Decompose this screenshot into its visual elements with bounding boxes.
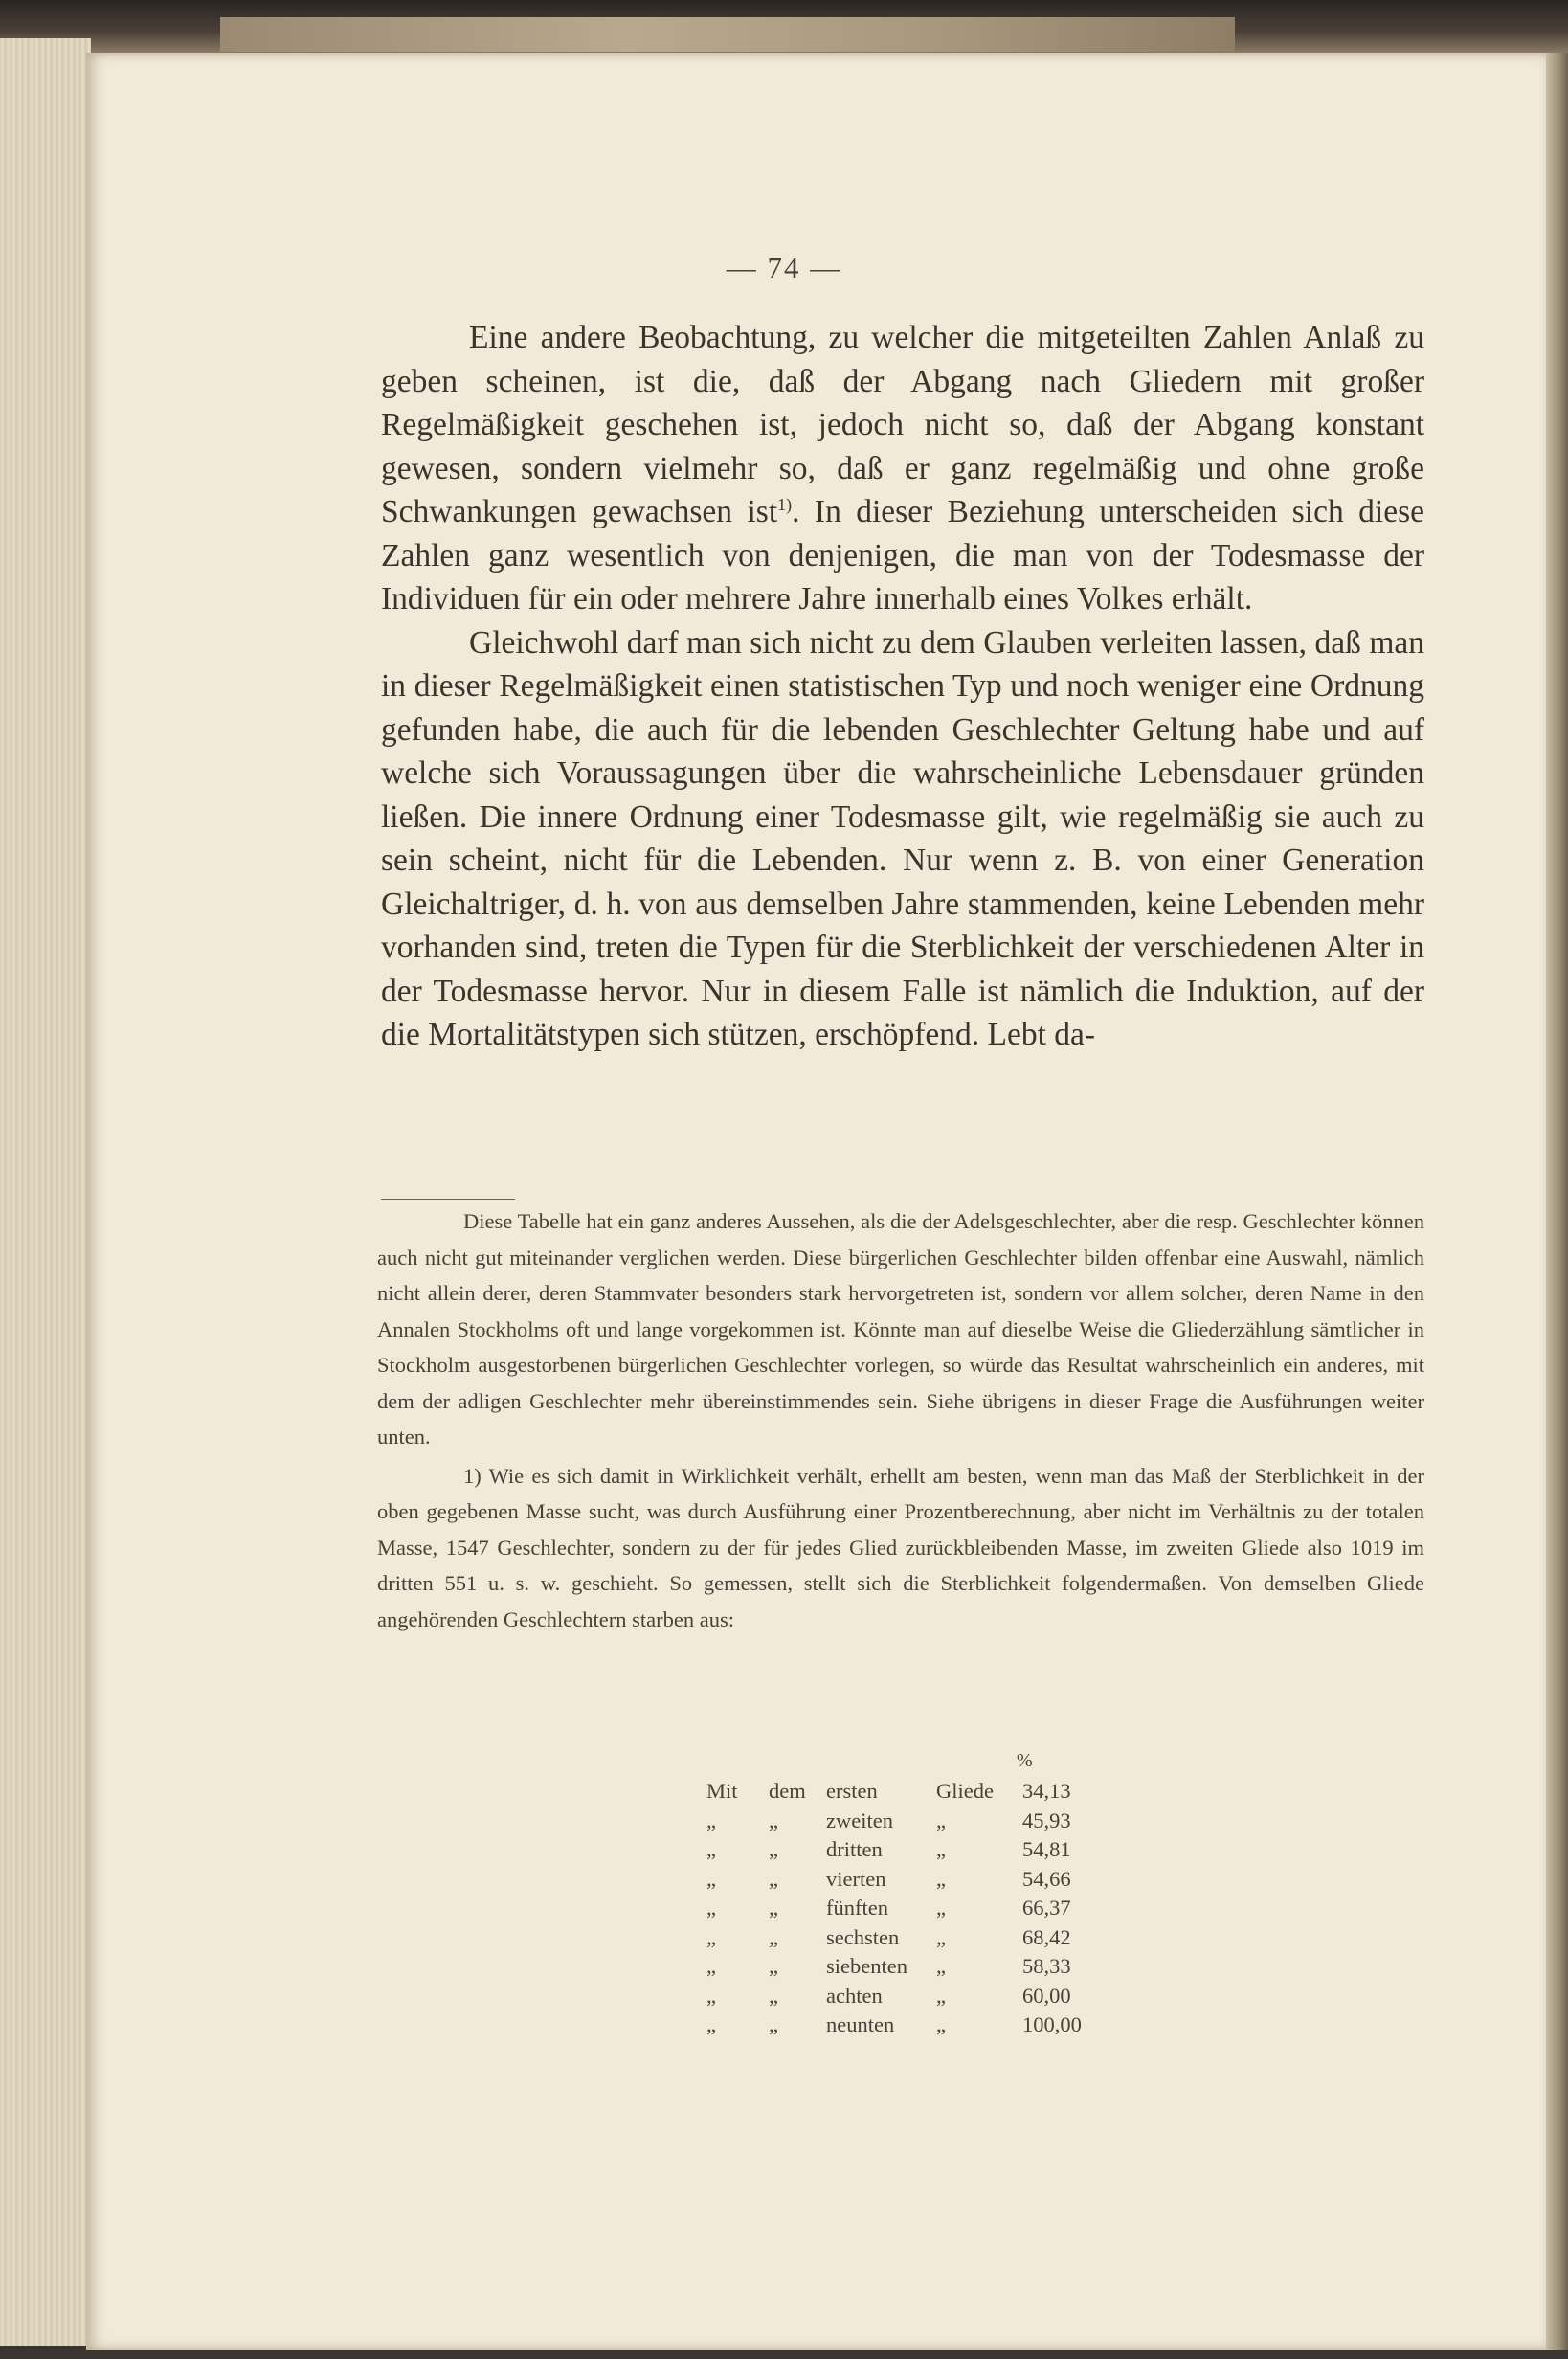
table-cell: achten bbox=[826, 1983, 883, 2008]
percent-unit: % bbox=[1017, 1750, 1033, 1771]
paragraph-1-tail: . In dieser Beziehung unterscheiden sich diese Zahlen ganz wesentlich von denjenigen, die man von der Todesmasse der Individuen für ein oder mehrere Jahre innerhalb eines Volkes erhält. bbox=[381, 494, 1424, 617]
paragraph-1-text: Eine andere Beobachtung, zu welcher die mitgeteilten Zahlen Anlaß zu geben scheinen, ist die, daß der Abgang nach Gliedern mit großer Regelmäßigkeit geschehen ist, jedoch nicht so, daß der Abgang konstant gewesen, sondern vielmehr so, daß er ganz regelmäßig und ohne große Schwankungen gewachsen ist bbox=[381, 320, 1424, 529]
table-cell: „ bbox=[936, 1866, 946, 1891]
mortality-table bbox=[706, 1779, 1089, 2042]
table-row bbox=[706, 1925, 1089, 1955]
table-cell: „ bbox=[769, 1954, 778, 1978]
table-cell: dritten bbox=[826, 1837, 883, 1861]
table-cell-value: 54,66 bbox=[1022, 1866, 1071, 1891]
table-cell-value: 34,13 bbox=[1022, 1779, 1071, 1803]
note-continued: Diese Tabelle hat ein ganz anderes Aussehen, als die der Adelsgeschlechter, aber die resp. Geschlechter können auch nicht gut miteinander verglichen werden. Diese bürgerlichen Geschlechter bilden offenbar eine Auswahl, nämlich nicht allein derer, deren Stammvater besonders stark hervorgetreten ist, sondern vor allem solcher, deren Name in den Annalen Stockholms oft und lange vorgekommen ist. Könnte man auf dieselbe Weise die Gliederzählung sämtlicher in Stockholm ausgestorbenen bürgerlichen Geschlechter vorlegen, so würde das Resultat wahrscheinlich ein anderes, mit dem der adligen Geschlechter mehr übereinstimmendes sein. Siehe übrigens in dieser Frage die Ausführungen weiter unten. bbox=[377, 1209, 1424, 1449]
table-cell-value: 66,37 bbox=[1022, 1896, 1071, 1920]
table-cell: „ bbox=[769, 1896, 778, 1920]
table-cell: Gliede bbox=[936, 1779, 994, 1803]
table-cell: „ bbox=[706, 1837, 716, 1861]
table-cell: „ bbox=[769, 2012, 778, 2036]
table-cell: fünften bbox=[826, 1896, 888, 1920]
table-cell: „ bbox=[936, 2012, 946, 2036]
table-cell: dem bbox=[769, 1779, 806, 1803]
table-cell: „ bbox=[769, 1837, 778, 1861]
table-row bbox=[706, 1867, 1089, 1897]
footnote-divider bbox=[381, 1199, 515, 1200]
table-cell: „ bbox=[936, 1983, 946, 2008]
table-cell: „ bbox=[936, 1924, 946, 1949]
table-cell: „ bbox=[769, 1983, 778, 2008]
table-cell: „ bbox=[769, 1866, 778, 1891]
table-row bbox=[706, 1809, 1089, 1838]
table-row bbox=[706, 1954, 1089, 1984]
book-page-edges bbox=[0, 38, 91, 2346]
table-row bbox=[706, 1779, 1089, 1809]
main-text bbox=[381, 316, 1424, 1057]
table-row bbox=[706, 2012, 1089, 2042]
table-cell: „ bbox=[769, 1808, 778, 1832]
table-cell: „ bbox=[706, 1808, 716, 1832]
paragraph-2: Gleichwohl darf man sich nicht zu dem Glauben verleiten lassen, daß man in dieser Regelmäßigkeit einen statistischen Typ und noch weniger eine Ordnung gefunden habe, die auch für die lebenden Geschlechter Geltung habe und auf welche sich Voraussagungen über die wahrscheinliche Lebensdauer gründen ließen. Die innere Ordnung einer Todesmasse gilt, wie regelmäßig sie auch zu sein scheint, nicht für die Lebenden. Nur wenn z. B. von einer Generation Gleichaltriger, d. h. von aus demselben Jahre stammenden, keine Lebenden mehr vorhanden sind, treten die Typen für die Sterblichkeit der verschiedenen Alter in der Todesmasse hervor. Nur in diesem Falle ist nämlich die Induktion, auf der die Mortalitätstypen sich stützen, erschöpfend. Lebt da- bbox=[381, 624, 1424, 1052]
table-cell-value: 58,33 bbox=[1022, 1954, 1071, 1978]
footnote-1: 1) Wie es sich damit in Wirklichkeit verhält, erhellt am besten, wenn man das Maß der Sterblichkeit in der oben gegebenen Masse sucht, was durch Ausführung einer Prozentberechnung, aber nicht im Verhältnis zu der totalen Masse, 1547 Geschlechter, sondern zu der für jedes Glied zurückbleibenden Masse, im zweiten Gliede also 1019 im dritten 551 u. s. w. geschieht. So gemessen, stellt sich die Sterblichkeit folgendermaßen. Von demselben Gliede angehörenden Geschlechtern starben aus: bbox=[377, 1463, 1424, 1631]
table-cell: siebenten bbox=[826, 1954, 907, 1978]
table-cell: „ bbox=[706, 1983, 716, 2008]
table-cell: „ bbox=[706, 1954, 716, 1978]
table-cell: „ bbox=[706, 1924, 716, 1949]
table-cell: Mit bbox=[706, 1779, 738, 1803]
book-spine-label bbox=[220, 17, 1235, 52]
table-row bbox=[706, 1984, 1089, 2013]
table-cell: „ bbox=[706, 1896, 716, 1920]
table-cell-value: 68,42 bbox=[1022, 1924, 1071, 1949]
table-cell: ersten bbox=[826, 1779, 878, 1803]
paragraph-1 bbox=[381, 316, 1424, 621]
table-cell: zweiten bbox=[826, 1808, 893, 1832]
table-cell: „ bbox=[936, 1837, 946, 1861]
book-right-edge bbox=[1546, 53, 1568, 2350]
table-cell: neunten bbox=[826, 2012, 895, 2036]
footnotes bbox=[377, 1203, 1424, 1637]
table-cell: „ bbox=[936, 1808, 946, 1832]
table-cell: vierten bbox=[826, 1866, 886, 1891]
table-cell: „ bbox=[936, 1954, 946, 1978]
table-cell: sechsten bbox=[826, 1924, 900, 1949]
table-cell: „ bbox=[936, 1896, 946, 1920]
table-cell-value: 45,93 bbox=[1022, 1808, 1071, 1832]
table-cell: „ bbox=[706, 1866, 716, 1891]
table-cell: „ bbox=[706, 2012, 716, 2036]
page-number: — 74 — bbox=[726, 251, 842, 284]
table-row bbox=[706, 1896, 1089, 1925]
table-cell-value: 54,81 bbox=[1022, 1837, 1071, 1861]
table-cell-value: 100,00 bbox=[1022, 2012, 1082, 2036]
footnote-ref: 1) bbox=[777, 494, 793, 514]
table-cell-value: 60,00 bbox=[1022, 1983, 1071, 2008]
table-cell: „ bbox=[769, 1924, 778, 1949]
table-row bbox=[706, 1837, 1089, 1867]
